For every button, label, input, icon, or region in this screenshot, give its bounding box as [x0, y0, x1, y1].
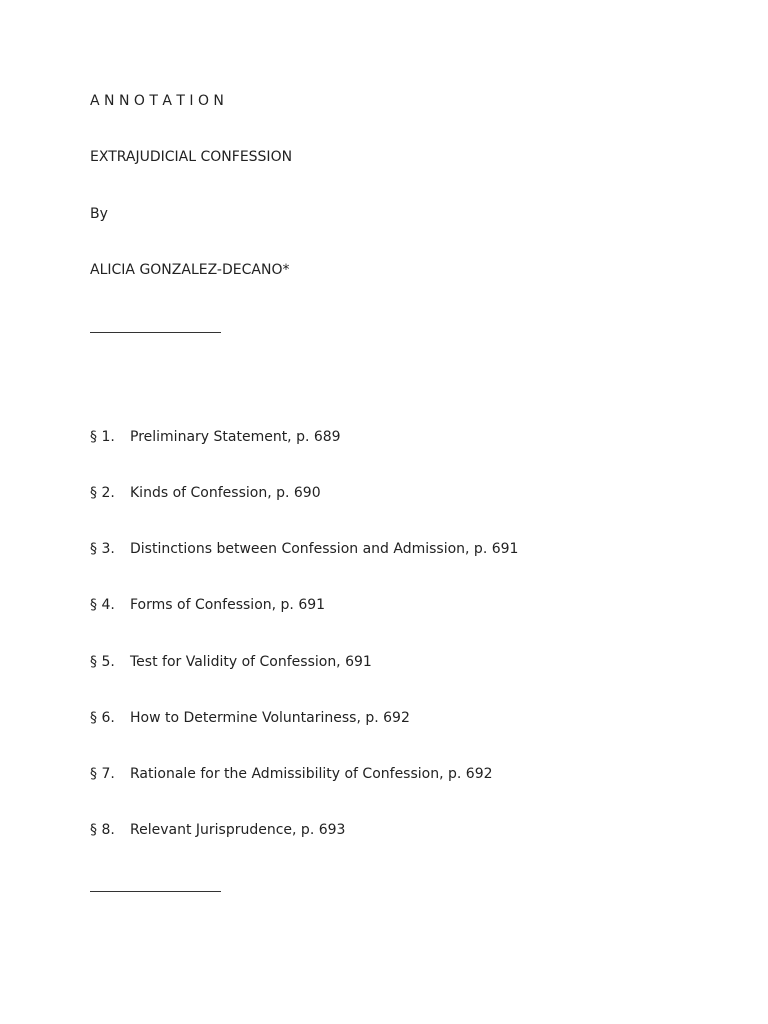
- toc-item-text: Preliminary Statement, p. 689: [130, 429, 341, 445]
- toc-item: [90, 653, 372, 671]
- toc-item-text: Relevant Jurisprudence, p. 693: [130, 822, 346, 838]
- toc-item-text: Kinds of Confession, p. 690: [130, 485, 321, 501]
- toc-item-text: Rationale for the Admissibility of Confession, p. 692: [130, 766, 493, 782]
- toc-item-text: Distinctions between Confession and Admission, p. 691: [130, 541, 519, 557]
- toc-item-number: § 5.: [90, 654, 115, 670]
- toc-item-number: § 8.: [90, 822, 115, 838]
- toc-item: [90, 821, 345, 839]
- toc-item-text: How to Determine Voluntariness, p. 692: [130, 710, 410, 726]
- toc-item-number: § 7.: [90, 766, 115, 782]
- toc-item-number: § 1.: [90, 429, 115, 445]
- byline-label: By: [90, 206, 108, 222]
- toc-item-text: Test for Validity of Confession, 691: [130, 654, 372, 670]
- document-title: EXTRAJUDICIAL CONFESSION: [90, 149, 293, 165]
- toc-item-number: § 3.: [90, 541, 115, 557]
- toc-item-number: § 2.: [90, 485, 115, 501]
- toc-item: [90, 765, 493, 783]
- toc-item: [90, 540, 518, 558]
- toc-item: [90, 428, 341, 446]
- author-name: ALICIA GONZALEZ-DECANO*: [90, 262, 290, 278]
- annotation-label: A N N O T A T I O N: [90, 93, 224, 109]
- toc-item-number: § 6.: [90, 710, 115, 726]
- toc-item: [90, 709, 410, 727]
- toc-item: [90, 596, 325, 614]
- divider-top: [90, 332, 221, 333]
- divider-bottom: [90, 891, 221, 892]
- toc-item: [90, 484, 321, 502]
- toc-item-text: Forms of Confession, p. 691: [130, 597, 326, 613]
- toc-item-number: § 4.: [90, 597, 115, 613]
